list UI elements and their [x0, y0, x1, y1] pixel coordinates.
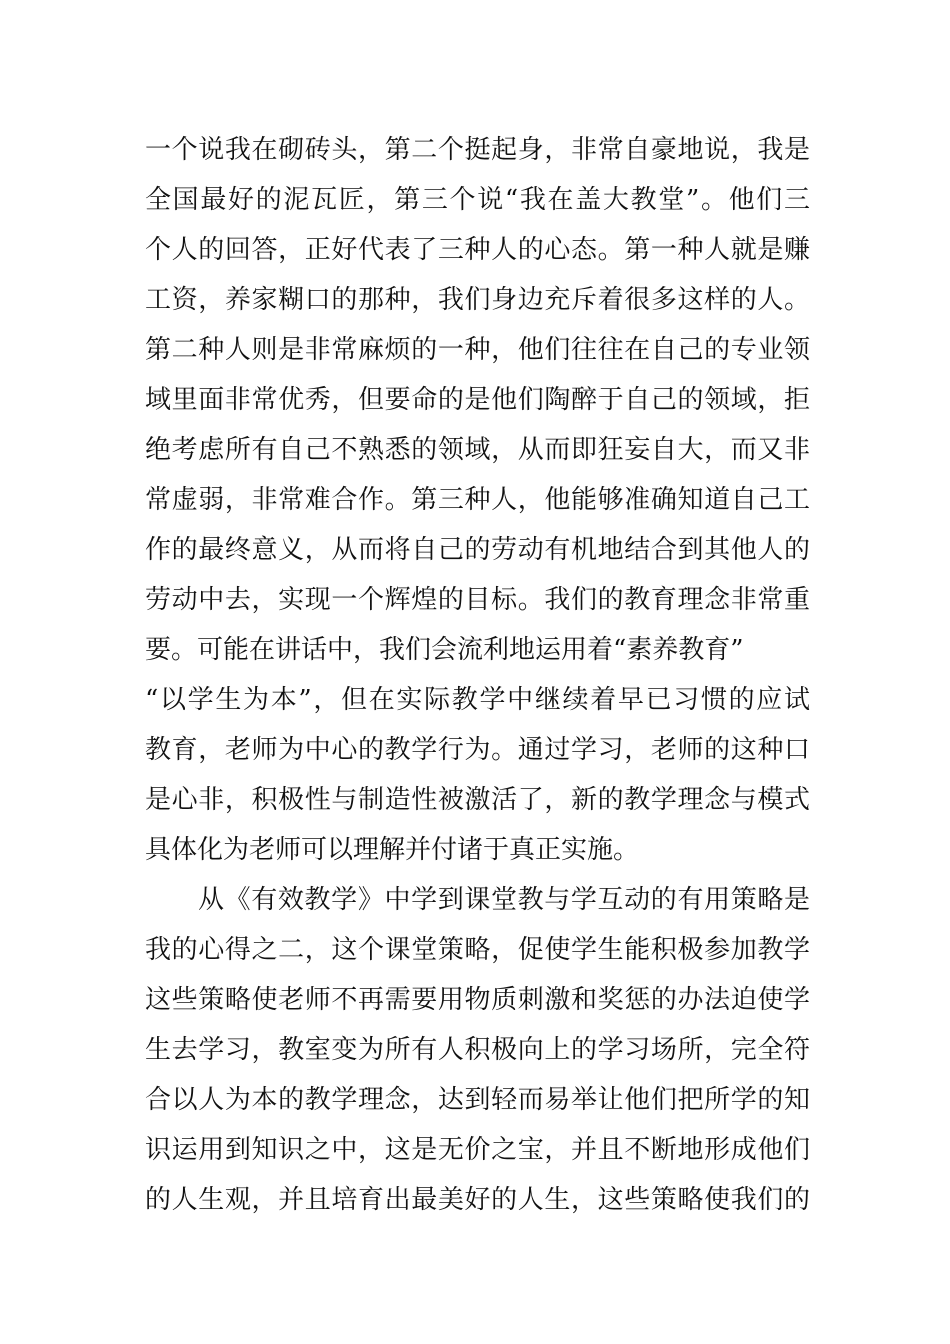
text-line-2: 全国最好的泥瓦匠，第三个说“我在盖大教堂”。他们三	[145, 185, 810, 215]
text-line-5: 第二种人则是非常麻烦的一种，他们往往在自己的专业领	[145, 335, 810, 365]
text-line-11: 要。可能在讲话中，我们会流利地运用着“素养教育”	[145, 635, 744, 665]
text-line-8: 常虚弱，非常难合作。第三种人，他能够准确知道自己工	[145, 485, 810, 515]
text-line-16: 从《有效教学》中学到课堂教与学互动的有用策略是	[198, 885, 810, 915]
text-line-20: 合以人为本的教学理念，达到轻而易举让他们把所学的知	[145, 1085, 810, 1115]
text-line-1: 一个说我在砌砖头，第二个挺起身，非常自豪地说，我是	[145, 135, 810, 165]
text-line-18: 这些策略使老师不再需要用物质刺激和奖惩的办法迫使学	[145, 985, 810, 1015]
text-line-14: 是心非，积极性与制造性被激活了，新的教学理念与模式	[145, 785, 810, 815]
text-line-6: 域里面非常优秀，但要命的是他们陶醉于自己的领域，拒	[145, 385, 810, 415]
text-line-15: 具体化为老师可以理解并付诸于真正实施。	[145, 835, 640, 865]
text-line-9: 作的最终意义，从而将自己的劳动有机地结合到其他人的	[145, 535, 810, 565]
text-line-7: 绝考虑所有自己不熟悉的领域，从而即狂妄自大，而又非	[145, 435, 810, 465]
text-line-10: 劳动中去，实现一个辉煌的目标。我们的教育理念非常重	[145, 585, 810, 615]
text-line-4: 工资，养家糊口的那种，我们身边充斥着很多这样的人。	[145, 285, 810, 315]
text-line-13: 教育，老师为中心的教学行为。通过学习，老师的这种口	[145, 735, 810, 765]
text-line-19: 生去学习，教室变为所有人积极向上的学习场所，完全符	[145, 1035, 810, 1065]
text-line-12: “以学生为本”，但在实际教学中继续着早已习惯的应试	[145, 685, 810, 715]
text-line-17: 我的心得之二，这个课堂策略，促使学生能积极参加教学	[145, 935, 810, 965]
text-line-21: 识运用到知识之中，这是无价之宝，并且不断地形成他们	[145, 1135, 810, 1165]
text-line-22: 的人生观，并且培育出最美好的人生，这些策略使我们的	[145, 1185, 810, 1215]
text-line-3: 个人的回答，正好代表了三种人的心态。第一种人就是赚	[145, 235, 810, 265]
